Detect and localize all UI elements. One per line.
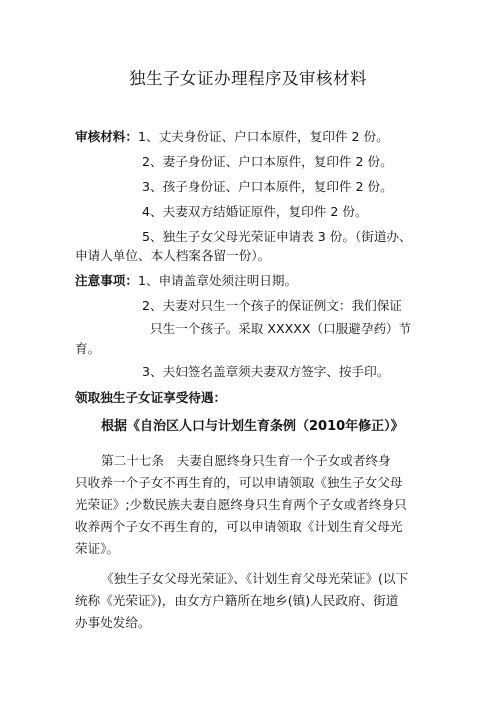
notes-row-1 xyxy=(75,272,297,290)
notes-item-2-line-1: 2、夫妻对只生一个孩子的保证例文：我们保证 xyxy=(142,298,402,313)
article-27-line-3: 光荣证》;少数民族夫妻自愿终身只生育两个子女或者终身只 xyxy=(75,497,407,512)
materials-item-5-continued: 申请人单位、本人档案各留一份）。 xyxy=(75,248,271,263)
law-heading: 根据《自治区人口与计划生育条例（2010年修正）》 xyxy=(101,419,404,434)
article-27-line-4: 收养两个子女不再生育的，可以申请领取《计划生育父母光 xyxy=(75,519,403,534)
article-27-line-2: 只收养一个子女不再生育的，可以申请领取《独生子女父母 xyxy=(75,475,403,490)
benefits-heading: 领取独生子女证享受待遇： xyxy=(75,390,227,405)
certificates-line-2: 统称《光荣证》)，由女方户籍所在地乡(镇)人民政府、街道 xyxy=(75,593,399,608)
materials-item-5: 5、独生子女父母光荣证申请表 3 份。（街道办、 xyxy=(142,229,412,244)
materials-row-1 xyxy=(75,128,389,146)
materials-item-4: 4、夫妻双方结婚证原件，复印件 2 份。 xyxy=(142,204,368,219)
certificates-line-1: 《独生子女父母光荣证》、《计划生育父母光荣证》(以下 xyxy=(101,571,409,586)
notes-label: 注意事项： xyxy=(75,273,138,288)
materials-item-2: 2、妻子身份证、户口本原件，复印件 2 份。 xyxy=(142,154,393,169)
notes-item-3: 3、夫妇签名盖章须夫妻双方签字、按手印。 xyxy=(142,364,390,379)
notes-item-2-line-2: 只生一个孩子。采取 XXXXX（口服避孕药）节 xyxy=(150,321,412,336)
notes-item-2-line-3: 育。 xyxy=(75,341,101,356)
document-title: 独生子女证办理程序及审核材料 xyxy=(129,69,367,88)
materials-item-3: 3、孩子身份证、户口本原件，复印件 2 份。 xyxy=(142,179,393,194)
article-27-line-5: 荣证》。 xyxy=(75,541,120,556)
materials-label: 审核材料： xyxy=(75,129,138,144)
article-27-line-1: 第二十七条 夫妻自愿终身只生育一个子女或者终身 xyxy=(101,453,391,468)
certificates-line-3: 办事处发给。 xyxy=(75,615,151,630)
notes-item-1: 1、申请盖章处须注明日期。 xyxy=(137,273,298,288)
materials-item-1: 1、丈夫身份证、户口本原件，复印件 2 份。 xyxy=(137,129,389,144)
